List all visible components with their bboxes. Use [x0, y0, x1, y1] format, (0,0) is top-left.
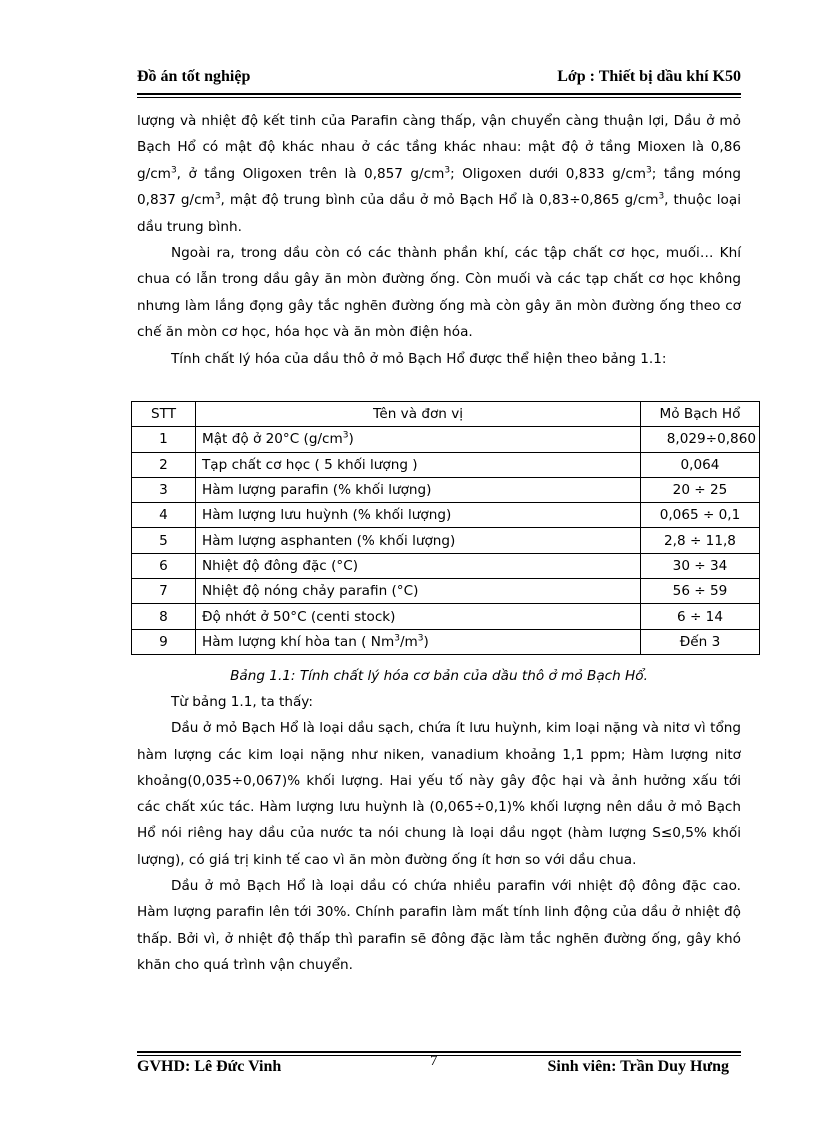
table-row: 3 Hàm lượng parafin (% khối lượng) 20 ÷ 25 — [132, 477, 760, 502]
paragraph-impurities: Ngoài ra, trong dầu còn có các thành phần khí, các tập chất cơ học, muối… Khí chua có lẫn trong dầu gây ăn mòn đường ống. Còn muối và các tạp chất cơ học không nhưng làm lắng đọng gây tắc nghẽn đường ống mà còn gây ăn mòn đường ống theo cơ chế ăn mòn cơ học, hóa học và ăn mòn điện hóa. — [137, 245, 741, 341]
table-row: 7 Nhiệt độ nóng chảy parafin (°C) 56 ÷ 59 — [132, 579, 760, 604]
page-footer — [137, 1053, 741, 1076]
header-title: Đồ án tốt nghiệp — [137, 68, 251, 85]
table-row: 4 Hàm lượng lưu huỳnh (% khối lượng) 0,065 ÷ 0,1 — [132, 503, 760, 528]
col-header-name: Tên và đơn vị — [196, 402, 641, 427]
paragraph-sweet-crude: Dầu ở mỏ Bạch Hổ là loại dầu sạch, chứa ít lưu huỳnh, kim loại nặng và nitơ vì tổng hàm lượng các kim loại nặng như niken, vanadium khoảng 1,1 ppm; Hàm lượng nitơ khoảng(0,035÷0,067)% khối lượng. Hai yếu tố này gây độc hại và ảnh hưởng xấu tới các chất xúc tác. Hàm lượng lưu huỳnh là (0,065÷0,1)% khối lượng nên dầu ở mỏ Bạch Hổ nói riêng hay dầu của nước ta nói chung là loại dầu ngọt (hàm lượng S≤0,5% khối lượng), có giá trị kinh tế cao vì ăn mòn đường ống ít hơn so với dầu chua. — [137, 720, 741, 868]
table-row: 5 Hàm lượng asphanten (% khối lượng) 2,8 ÷ 11,8 — [132, 528, 760, 553]
footer-advisor: GVHD: Lê Đức Vinh — [137, 1058, 282, 1075]
header-rule-thin — [137, 97, 741, 98]
properties-table — [131, 401, 760, 655]
body-text-top — [137, 108, 741, 372]
paragraph-paraffin: Dầu ở mỏ Bạch Hổ là loại dầu có chứa nhiều parafin với nhiệt độ đông đặc cao. Hàm lượng parafin lên tới 30%. Chính parafin làm mất tính linh động của dầu ở nhiệt độ thấp. Bởi vì, ở nhiệt độ thấp thì parafin sẽ đông đặc làm tắc nghẽn đường ống, gây khó khăn cho quá trình vận chuyển. — [137, 878, 741, 973]
col-header-stt: STT — [132, 402, 196, 427]
header-class: Lớp : Thiết bị dầu khí K50 — [557, 68, 741, 85]
footer-rule — [137, 1051, 741, 1053]
table-caption: Bảng 1.1: Tính chất lý hóa cơ bản của dầu thô ở mỏ Bạch Hổ. — [230, 668, 648, 684]
table-row: 2 Tạp chất cơ học ( 5 khối lượng ) 0,064 — [132, 452, 760, 477]
table-row: 6 Nhiệt độ đông đặc (°C) 30 ÷ 34 — [132, 553, 760, 578]
header-rule — [137, 93, 741, 95]
table-header-row — [132, 402, 760, 427]
page-number: 7 — [430, 1053, 438, 1069]
table-row: 1 Mật độ ở 20°C $(g/cm^3)$ 8,029÷0,860 — [132, 427, 760, 452]
col-header-value: Mỏ Bạch Hổ — [641, 402, 760, 427]
table-row: 9 Hàm lượng khí hòa tan ( $Nm^3/m^3$) Đến 3 — [132, 629, 760, 654]
paragraph-from-table: Từ bảng 1.1, ta thấy: — [171, 694, 313, 710]
page-header — [137, 66, 741, 88]
table-row: 8 Độ nhớt ở 50°C (centi stock) 6 ÷ 14 — [132, 604, 760, 629]
footer-student: Sinh viên: Trần Duy Hưng — [547, 1058, 729, 1075]
body-text-bottom — [137, 689, 741, 978]
paragraph-density: lượng và nhiệt độ kết tinh của Parafin càng thấp, vận chuyển càng thuận lợi, Dầu ở mỏ Bạch Hổ có mật độ khác nhau ở các tầng khác nhau: mật độ ở tầng Mioxen là 0,86 $g/cm^3$, ở tầng Oligoxen trên là 0,857 $g/cm^3$; Oligoxen dưới 0,833 $g/cm^3$; tầng móng 0,837 $g/cm^3$, mật độ trung bình của dầu ở mỏ Bạch Hổ là 0,83÷0,865 $g/cm^3$, thuộc loại dầu trung bình. — [137, 113, 741, 235]
paragraph-table-intro: Tính chất lý hóa của dầu thô ở mỏ Bạch Hổ được thể hiện theo bảng 1.1: — [171, 350, 667, 367]
